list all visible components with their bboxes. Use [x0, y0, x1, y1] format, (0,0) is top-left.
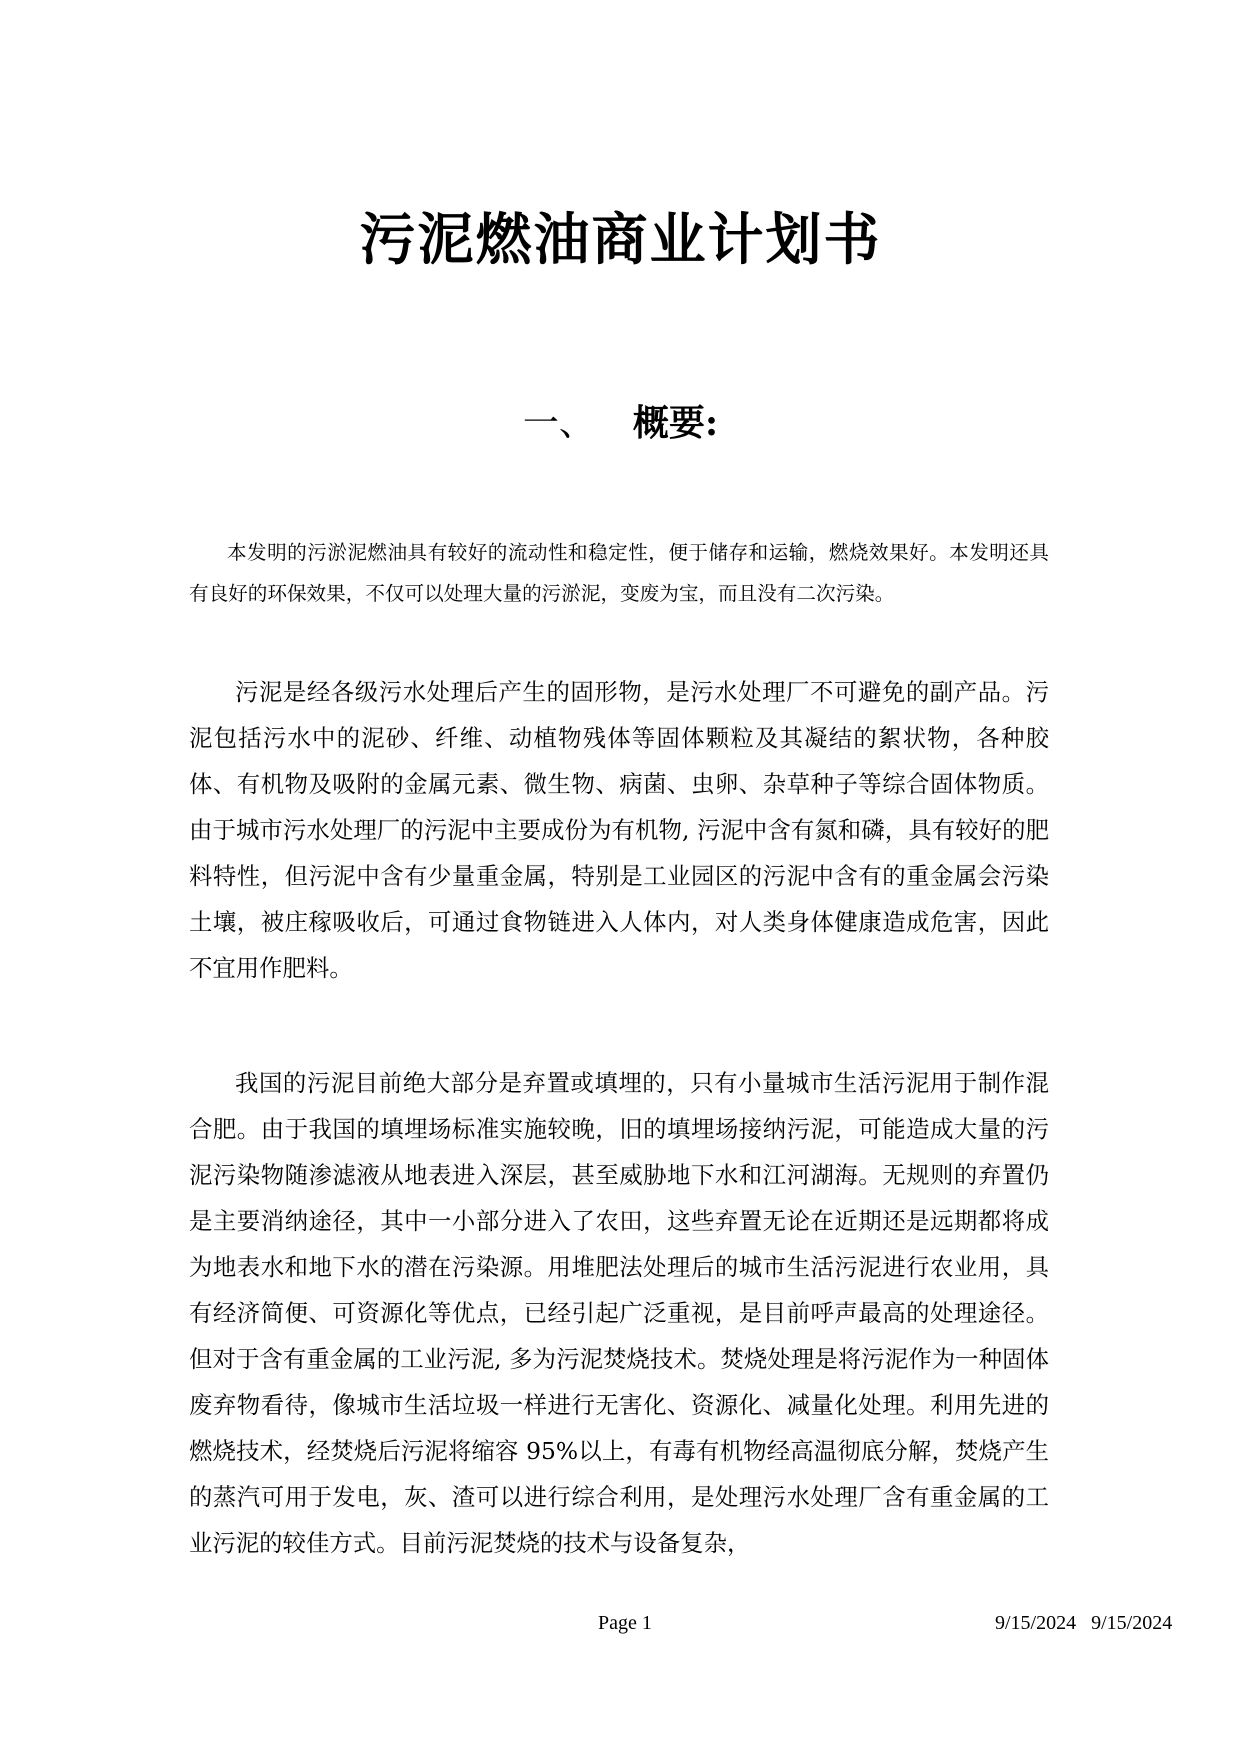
footer-dates: 9/15/2024 9/15/2024	[995, 1612, 1173, 1634]
page-number: Page 1	[598, 1612, 652, 1634]
body-paragraph-1: 污泥是经各级污水处理后产生的固形物，是污水处理厂不可避免的副产品。污泥包括污水中的泥砂、纤维、动植物残体等固体颗粒及其凝结的絮状物，各种胶体、有机物及吸附的金属元素、微生物、病菌、虫卵、杂草种子等综合固体物质。由于城市污水处理厂的污泥中主要成份为有机物, 污泥中含有氮和磷，具有较好的肥料特性，但污泥中含有少量重金属，特别是工业园区的污泥中含有的重金属会污染土壤，被庄稼吸收后，可通过食物链进入人体内，对人类身体健康造成危害，因此不宜用作肥料。	[189, 678, 1049, 982]
document-title: 污泥燃油商业计划书	[359, 207, 882, 273]
body-paragraph-2: 我国的污泥目前绝大部分是弃置或填埋的，只有小量城市生活污泥用于制作混合肥。由于我国的填埋场标准实施较晚，旧的填埋场接纳污泥，可能造成大量的污泥污染物随渗滤液从地表进入深层，甚至威胁地下水和江河湖海。无规则的弃置仍是主要消纳途径，其中一小部分进入了农田，这些弃置无论在近期还是远期都将成为地表水和地下水的潜在污染源。用堆肥法处理后的城市生活污泥进行农业用，具有经济简便、可资源化等优点，已经引起广泛重视，是目前呼声最高的处理途径。但对于含有重金属的工业污泥, 多为污泥焚烧技术。焚烧处理是将污泥作为一种固体废弃物看待，像城市生活垃圾一样进行无害化、资源化、减量化处理。利用先进的燃烧技术，经焚烧后污泥将缩容 95%以上，有毒有机物经高温彻底分解，焚烧产生的蒸汽可用于发电，灰、渣可以进行综合利用，是处理污水处理厂含有重金属的工业污泥的较佳方式。目前污泥焚烧的技术与设备复杂，	[189, 1069, 1049, 1557]
summary-paragraph: 本发明的污淤泥燃油具有较好的流动性和稳定性，便于储存和运输，燃烧效果好。本发明还具有良好的环保效果，不仅可以处理大量的污淤泥，变废为宝，而且没有二次污染。	[189, 541, 1049, 605]
section-heading-text: 概要:	[632, 402, 719, 444]
section-heading	[0, 402, 1241, 444]
section-number: 一、	[522, 403, 595, 444]
